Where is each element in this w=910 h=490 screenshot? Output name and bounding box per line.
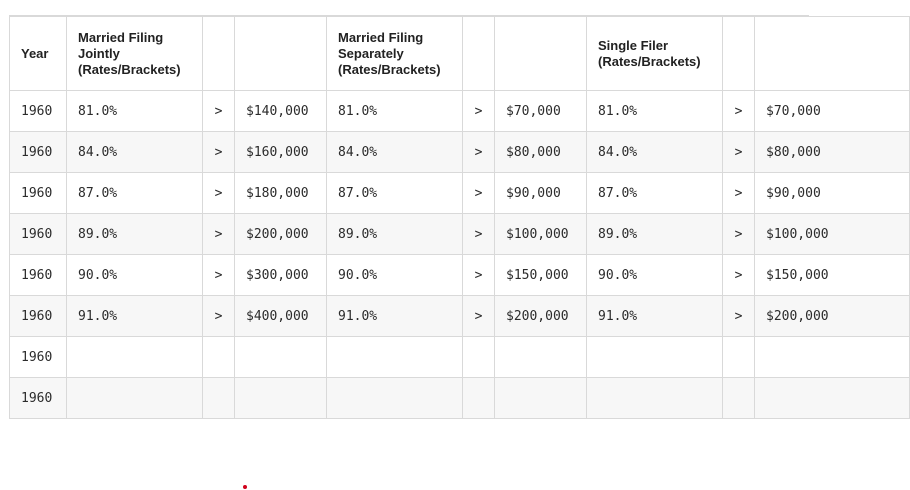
- mfs-bracket-cell[interactable]: $150,000: [495, 255, 587, 296]
- mfs-bracket-cell[interactable]: $100,000: [495, 214, 587, 255]
- single-operator-cell[interactable]: >: [723, 132, 755, 173]
- single-rate-cell[interactable]: [587, 337, 723, 378]
- mfj-bracket-cell[interactable]: [235, 378, 327, 419]
- mfj-rate-cell[interactable]: [67, 378, 203, 419]
- mfs-bracket-cell[interactable]: $90,000: [495, 173, 587, 214]
- mfs-rate-cell[interactable]: 87.0%: [327, 173, 463, 214]
- mfj-rate-cell[interactable]: 90.0%: [67, 255, 203, 296]
- mfs-rate-cell[interactable]: [327, 337, 463, 378]
- mfs-rate-cell[interactable]: 89.0%: [327, 214, 463, 255]
- mfj-bracket-header: [235, 17, 327, 91]
- year-cell[interactable]: 1960: [10, 132, 67, 173]
- year-cell[interactable]: 1960: [10, 337, 67, 378]
- married-filing-separately-header: Married Filing Separately (Rates/Brackets): [327, 17, 463, 91]
- table-row: [10, 378, 910, 419]
- mfj-rate-cell[interactable]: 81.0%: [67, 91, 203, 132]
- table-row: [10, 255, 910, 296]
- mfs-operator-cell[interactable]: [463, 337, 495, 378]
- single-bracket-cell[interactable]: $150,000: [755, 255, 910, 296]
- single-operator-cell[interactable]: [723, 337, 755, 378]
- mfs-rate-cell[interactable]: [327, 378, 463, 419]
- mfs-bracket-header: [495, 17, 587, 91]
- mfj-rate-cell[interactable]: 84.0%: [67, 132, 203, 173]
- single-bracket-cell[interactable]: $80,000: [755, 132, 910, 173]
- mfj-operator-cell[interactable]: >: [203, 296, 235, 337]
- mfs-rate-cell[interactable]: 84.0%: [327, 132, 463, 173]
- single-rate-cell[interactable]: [587, 378, 723, 419]
- mfs-operator-header: [463, 17, 495, 91]
- mfj-bracket-cell[interactable]: [235, 337, 327, 378]
- single-bracket-cell[interactable]: $200,000: [755, 296, 910, 337]
- table-row: [10, 296, 910, 337]
- mfj-rate-cell[interactable]: 89.0%: [67, 214, 203, 255]
- year-cell[interactable]: 1960: [10, 255, 67, 296]
- mfs-rate-cell[interactable]: 90.0%: [327, 255, 463, 296]
- single-operator-cell[interactable]: >: [723, 214, 755, 255]
- mfs-operator-cell[interactable]: >: [463, 173, 495, 214]
- mfs-bracket-cell[interactable]: [495, 378, 587, 419]
- mfs-operator-cell[interactable]: >: [463, 132, 495, 173]
- year-cell[interactable]: 1960: [10, 378, 67, 419]
- mfj-bracket-cell[interactable]: $400,000: [235, 296, 327, 337]
- mfs-operator-cell[interactable]: >: [463, 296, 495, 337]
- year-cell[interactable]: 1960: [10, 173, 67, 214]
- mfj-operator-cell[interactable]: >: [203, 173, 235, 214]
- table-row: [10, 337, 910, 378]
- single-operator-cell[interactable]: >: [723, 296, 755, 337]
- table-row: [10, 173, 910, 214]
- single-bracket-cell[interactable]: $100,000: [755, 214, 910, 255]
- single-rate-cell[interactable]: 91.0%: [587, 296, 723, 337]
- single-bracket-cell[interactable]: [755, 378, 910, 419]
- single-rate-cell[interactable]: 89.0%: [587, 214, 723, 255]
- mfj-rate-cell[interactable]: 91.0%: [67, 296, 203, 337]
- mfj-operator-cell[interactable]: [203, 378, 235, 419]
- table-viewport[interactable]: [9, 15, 829, 416]
- mfj-operator-cell[interactable]: [203, 337, 235, 378]
- mfj-operator-cell[interactable]: >: [203, 91, 235, 132]
- single-operator-cell[interactable]: [723, 378, 755, 419]
- single-rate-cell[interactable]: 87.0%: [587, 173, 723, 214]
- single-rate-cell[interactable]: 81.0%: [587, 91, 723, 132]
- single-bracket-cell[interactable]: [755, 337, 910, 378]
- single-operator-cell[interactable]: >: [723, 255, 755, 296]
- mfs-rate-cell[interactable]: 91.0%: [327, 296, 463, 337]
- mfs-operator-cell[interactable]: >: [463, 91, 495, 132]
- year-column-header: Year: [10, 17, 67, 91]
- mfj-bracket-cell[interactable]: $180,000: [235, 173, 327, 214]
- single-rate-cell[interactable]: 84.0%: [587, 132, 723, 173]
- mfj-operator-header: [203, 17, 235, 91]
- tax-rate-table: [9, 16, 910, 419]
- mfj-operator-cell[interactable]: >: [203, 255, 235, 296]
- single-operator-cell[interactable]: >: [723, 91, 755, 132]
- single-bracket-cell[interactable]: $90,000: [755, 173, 910, 214]
- marker-dot: [243, 485, 247, 489]
- year-cell[interactable]: 1960: [10, 91, 67, 132]
- single-bracket-cell[interactable]: $70,000: [755, 91, 910, 132]
- year-cell[interactable]: 1960: [10, 296, 67, 337]
- mfs-bracket-cell[interactable]: $70,000: [495, 91, 587, 132]
- mfj-bracket-cell[interactable]: $160,000: [235, 132, 327, 173]
- mfs-bracket-cell[interactable]: $80,000: [495, 132, 587, 173]
- single-filer-header: Single Filer (Rates/Brackets): [587, 17, 723, 91]
- mfs-rate-cell[interactable]: 81.0%: [327, 91, 463, 132]
- mfj-rate-cell[interactable]: 87.0%: [67, 173, 203, 214]
- mfj-bracket-cell[interactable]: $300,000: [235, 255, 327, 296]
- single-bracket-header: [755, 17, 910, 91]
- single-operator-cell[interactable]: >: [723, 173, 755, 214]
- mfs-bracket-cell[interactable]: [495, 337, 587, 378]
- table-row: [10, 132, 910, 173]
- single-operator-header: [723, 17, 755, 91]
- table-row: [10, 214, 910, 255]
- married-filing-jointly-header: Married Filing Jointly (Rates/Brackets): [67, 17, 203, 91]
- mfj-bracket-cell[interactable]: $200,000: [235, 214, 327, 255]
- mfj-operator-cell[interactable]: >: [203, 132, 235, 173]
- mfs-operator-cell[interactable]: >: [463, 255, 495, 296]
- year-cell[interactable]: 1960: [10, 214, 67, 255]
- mfs-operator-cell[interactable]: [463, 378, 495, 419]
- mfs-bracket-cell[interactable]: $200,000: [495, 296, 587, 337]
- single-rate-cell[interactable]: 90.0%: [587, 255, 723, 296]
- mfj-operator-cell[interactable]: >: [203, 214, 235, 255]
- mfj-bracket-cell[interactable]: $140,000: [235, 91, 327, 132]
- mfj-rate-cell[interactable]: [67, 337, 203, 378]
- table-row: [10, 91, 910, 132]
- header-row: [10, 17, 910, 91]
- mfs-operator-cell[interactable]: >: [463, 214, 495, 255]
